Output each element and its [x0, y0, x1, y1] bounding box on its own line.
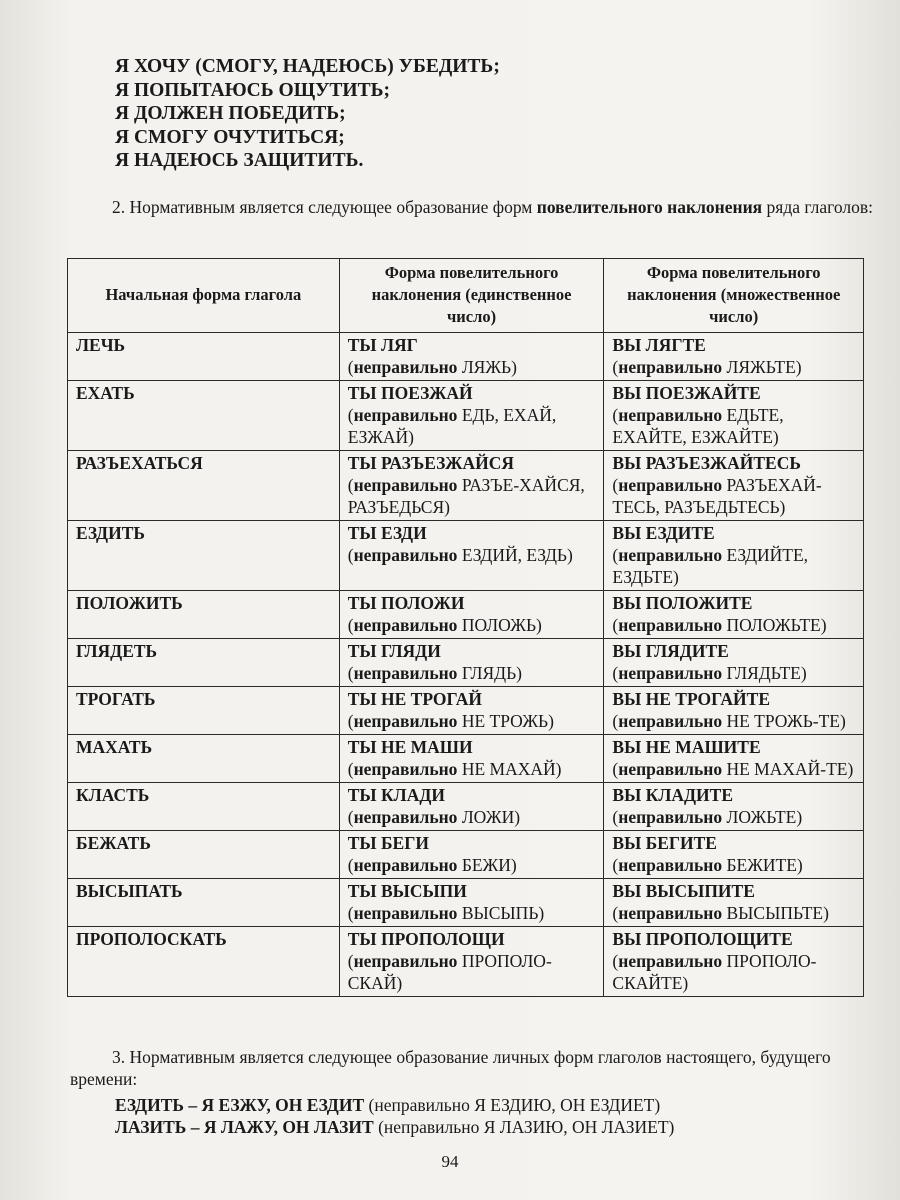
- table-header-row: [68, 259, 864, 333]
- incorrect-form: ЕЗДИЙТЕ, ЕЗДЬТЕ): [612, 545, 809, 587]
- example-correct: ЕЗДИТЬ – Я ЕЗЖУ, ОН ЕЗДИТ: [115, 1095, 365, 1115]
- incorrect-form: ЕДЬТЕ, ЕХАЙТЕ, ЕЗЖАЙТЕ): [612, 405, 784, 447]
- incorrect-label: неправильно: [353, 951, 458, 971]
- plural-cell: [604, 879, 864, 927]
- incorrect-note: (неправильно НЕ МАХАЙ): [347, 759, 562, 779]
- singular-cell: [339, 521, 604, 591]
- incorrect-label: неправильно: [618, 615, 723, 635]
- incorrect-label: неправильно: [353, 615, 458, 635]
- singular-cell: [339, 639, 604, 687]
- phrase-line: Я ДОЛЖЕН ПОБЕДИТЬ;: [115, 103, 346, 124]
- plural-cell: [604, 333, 864, 381]
- correct-form: ТЫ ПОЛОЖИ: [347, 593, 465, 613]
- table-row: [68, 879, 864, 927]
- table-row: [68, 783, 864, 831]
- plural-cell: [604, 783, 864, 831]
- plural-cell: [604, 451, 864, 521]
- incorrect-form: ПОЛОЖЬТЕ): [726, 615, 827, 635]
- correct-form: ВЫ НЕ МАШИТЕ: [612, 737, 761, 757]
- infinitive-cell: ЛЕЧЬ: [68, 333, 340, 381]
- incorrect-label: неправильно: [618, 807, 723, 827]
- plural-cell: [604, 927, 864, 997]
- imperative-forms-table: [67, 258, 864, 997]
- incorrect-form: ПОЛОЖЬ): [461, 615, 542, 635]
- infinitive-cell: ЕЗДИТЬ: [68, 521, 340, 591]
- incorrect-form: ЕДЬ, ЕХАЙ, ЕЗЖАЙ): [347, 405, 557, 447]
- incorrect-form: ЕЗДИЙ, ЕЗДЬ): [461, 545, 573, 565]
- incorrect-label: неправильно: [618, 711, 723, 731]
- incorrect-note: (неправильно ЕЗДИЙ, ЕЗДЬ): [347, 545, 573, 565]
- incorrect-note: (неправильно ЛОЖИ): [347, 807, 521, 827]
- incorrect-label: неправильно: [618, 357, 723, 377]
- singular-cell: [339, 735, 604, 783]
- incorrect-note: (неправильно НЕ ТРОЖЬ-ТЕ): [612, 711, 846, 731]
- correct-form: ТЫ ЛЯГ: [347, 335, 418, 355]
- paragraph-text: ряда глаголов:: [762, 197, 874, 217]
- correct-form: ТЫ НЕ ТРОГАЙ: [347, 689, 482, 709]
- correct-form: ТЫ РАЗЪЕЗЖАЙСЯ: [347, 453, 514, 473]
- plural-cell: [604, 831, 864, 879]
- singular-cell: [339, 333, 604, 381]
- table-row: [68, 687, 864, 735]
- incorrect-form: ЛЯЖЬТЕ): [726, 357, 802, 377]
- incorrect-form: ЛОЖЬТЕ): [726, 807, 803, 827]
- incorrect-note: (неправильно ВЫСЫПЬ): [347, 903, 545, 923]
- incorrect-note: (неправильно ЕДЬ, ЕХАЙ, ЕЗЖАЙ): [347, 405, 557, 447]
- correct-form: ВЫ ЕЗДИТЕ: [612, 523, 715, 543]
- incorrect-label: неправильно: [618, 759, 723, 779]
- incorrect-note: (неправильно ПОЛОЖЬ): [347, 615, 542, 635]
- table-row: [68, 735, 864, 783]
- infinitive-cell: БЕЖАТЬ: [68, 831, 340, 879]
- incorrect-form: БЕЖИ): [461, 855, 517, 875]
- plural-cell: [604, 381, 864, 451]
- correct-form: ВЫ ВЫСЫПИТЕ: [612, 881, 755, 901]
- correct-form: ТЫ ЕЗДИ: [347, 523, 427, 543]
- example-phrases: [115, 55, 615, 173]
- incorrect-note: (неправильно РАЗЪЕ-ХАЙСЯ, РАЗЪЕДЬСЯ): [347, 475, 585, 517]
- incorrect-label: неправильно: [353, 663, 458, 683]
- table-row: [68, 381, 864, 451]
- example-correct: ЛАЗИТЬ – Я ЛАЖУ, ОН ЛАЗИТ: [115, 1117, 374, 1137]
- infinitive-cell: ГЛЯДЕТЬ: [68, 639, 340, 687]
- incorrect-note: (неправильно ЕЗДИЙТЕ, ЕЗДЬТЕ): [612, 545, 809, 587]
- incorrect-label: неправильно: [618, 903, 723, 923]
- incorrect-note: (неправильно ЛЯЖЬ): [347, 357, 517, 377]
- correct-form: ТЫ ГЛЯДИ: [347, 641, 441, 661]
- incorrect-label: неправильно: [618, 475, 723, 495]
- phrase-line: Я СМОГУ ОЧУТИТЬСЯ;: [115, 126, 345, 148]
- incorrect-note: (неправильно ЛОЖЬТЕ): [612, 807, 803, 827]
- incorrect-label: неправильно: [618, 855, 723, 875]
- correct-form: ВЫ РАЗЪЕЗЖАЙТЕСЬ: [612, 453, 801, 473]
- incorrect-form: ПРОПОЛО-СКАЙ): [347, 951, 552, 993]
- correct-form: ТЫ ПОЕЗЖАЙ: [347, 383, 473, 403]
- infinitive-cell: ПОЛОЖИТЬ: [68, 591, 340, 639]
- table-row: [68, 333, 864, 381]
- correct-form: ВЫ ПОЛОЖИТЕ: [612, 593, 753, 613]
- incorrect-form: ПРОПОЛО-СКАЙТЕ): [612, 951, 817, 993]
- incorrect-form: БЕЖИТЕ): [726, 855, 803, 875]
- correct-form: ТЫ НЕ МАШИ: [347, 737, 473, 757]
- incorrect-note: (неправильно ГЛЯДЬ): [347, 663, 522, 683]
- singular-cell: [339, 381, 604, 451]
- header-infinitive: Начальная форма глагола: [68, 259, 340, 333]
- singular-cell: [339, 831, 604, 879]
- incorrect-label: неправильно: [618, 405, 723, 425]
- incorrect-note: (неправильно ЛЯЖЬТЕ): [612, 357, 802, 377]
- incorrect-form: ЛОЖИ): [461, 807, 521, 827]
- singular-cell: [339, 879, 604, 927]
- example-incorrect: (неправильно Я ЕЗДИЮ, ОН ЕЗДИЕТ): [364, 1095, 661, 1115]
- incorrect-note: (неправильно БЕЖИ): [347, 855, 517, 875]
- infinitive-cell: МАХАТЬ: [68, 735, 340, 783]
- table-row: [68, 927, 864, 997]
- incorrect-form: НЕ МАХАЙ-ТЕ): [726, 759, 854, 779]
- correct-form: ВЫ ПРОПОЛОЩИТЕ: [612, 929, 793, 949]
- incorrect-label: неправильно: [353, 903, 458, 923]
- table-row: [68, 831, 864, 879]
- incorrect-form: ГЛЯДЬ): [461, 663, 522, 683]
- correct-form: ВЫ ПОЕЗЖАЙТЕ: [612, 383, 761, 403]
- incorrect-label: неправильно: [353, 545, 458, 565]
- correct-form: ВЫ НЕ ТРОГАЙТЕ: [612, 689, 770, 709]
- correct-form: ТЫ БЕГИ: [347, 833, 429, 853]
- paragraph-bold-term: повелительного наклонения: [536, 197, 763, 217]
- incorrect-label: неправильно: [618, 663, 723, 683]
- infinitive-cell: ВЫСЫПАТЬ: [68, 879, 340, 927]
- incorrect-note: (неправильно ПРОПОЛО-СКАЙТЕ): [612, 951, 817, 993]
- singular-cell: [339, 591, 604, 639]
- table-row: [68, 639, 864, 687]
- paragraph-personal-forms: 3. Нормативным является следующее образование личных форм глаголов настоящего, будущего времени:: [70, 1047, 831, 1089]
- incorrect-form: НЕ ТРОЖЬ): [461, 711, 554, 731]
- phrase-line: Я ПОПЫТАЮСЬ ОЩУТИТЬ;: [115, 79, 390, 101]
- plural-cell: [604, 591, 864, 639]
- singular-cell: [339, 927, 604, 997]
- table-row: [68, 451, 864, 521]
- incorrect-label: неправильно: [618, 951, 723, 971]
- incorrect-label: неправильно: [353, 405, 458, 425]
- incorrect-note: (неправильно БЕЖИТЕ): [612, 855, 803, 875]
- infinitive-cell: РАЗЪЕХАТЬСЯ: [68, 451, 340, 521]
- incorrect-form: ВЫСЫПЬТЕ): [726, 903, 829, 923]
- incorrect-label: неправильно: [618, 545, 723, 565]
- phrase-line: Я НАДЕЮСЬ ЗАЩИТИТЬ.: [115, 150, 364, 171]
- incorrect-form: НЕ ТРОЖЬ-ТЕ): [726, 711, 846, 731]
- example-line: [115, 1094, 875, 1116]
- example-line: [115, 1116, 875, 1138]
- incorrect-note: (неправильно ПРОПОЛО-СКАЙ): [347, 951, 552, 993]
- singular-cell: [339, 687, 604, 735]
- plural-cell: [604, 687, 864, 735]
- incorrect-form: ГЛЯДЬТЕ): [726, 663, 807, 683]
- incorrect-note: (неправильно НЕ ТРОЖЬ): [347, 711, 554, 731]
- incorrect-label: неправильно: [353, 759, 458, 779]
- correct-form: ТЫ КЛАДИ: [347, 785, 445, 805]
- table-row: [68, 521, 864, 591]
- incorrect-label: неправильно: [353, 357, 458, 377]
- incorrect-label: неправильно: [353, 855, 458, 875]
- correct-form: ТЫ ВЫСЫПИ: [347, 881, 467, 901]
- plural-cell: [604, 639, 864, 687]
- singular-cell: [339, 783, 604, 831]
- paragraph-imperative: [70, 196, 890, 218]
- infinitive-cell: ПРОПОЛОСКАТЬ: [68, 927, 340, 997]
- infinitive-cell: ЕХАТЬ: [68, 381, 340, 451]
- correct-form: ВЫ КЛАДИТЕ: [612, 785, 734, 805]
- incorrect-label: неправильно: [353, 711, 458, 731]
- incorrect-form: НЕ МАХАЙ): [461, 759, 562, 779]
- infinitive-cell: ТРОГАТЬ: [68, 687, 340, 735]
- incorrect-note: (неправильно ПОЛОЖЬТЕ): [612, 615, 827, 635]
- table-row: [68, 591, 864, 639]
- singular-cell: [339, 451, 604, 521]
- incorrect-label: неправильно: [353, 475, 458, 495]
- plural-cell: [604, 521, 864, 591]
- incorrect-note: (неправильно ГЛЯДЬТЕ): [612, 663, 807, 683]
- incorrect-note: (неправильно ВЫСЫПЬТЕ): [612, 903, 829, 923]
- infinitive-cell: КЛАСТЬ: [68, 783, 340, 831]
- phrase-line: Я ХОЧУ (СМОГУ, НАДЕЮСЬ) УБЕДИТЬ;: [115, 56, 500, 77]
- correct-form: ТЫ ПРОПОЛОЩИ: [347, 929, 505, 949]
- example-incorrect: (неправильно Я ЛАЗИЮ, ОН ЛАЗИЕТ): [373, 1117, 675, 1137]
- header-plural: Форма повелительного наклонения (множественное число): [604, 259, 864, 333]
- incorrect-note: (неправильно РАЗЪЕХАЙ-ТЕСЬ, РАЗЪЕДЬТЕСЬ): [612, 475, 822, 517]
- header-singular: Форма повелительного наклонения (единственное число): [339, 259, 604, 333]
- correct-form: ВЫ БЕГИТЕ: [612, 833, 717, 853]
- incorrect-label: неправильно: [353, 807, 458, 827]
- incorrect-form: РАЗЪЕХАЙ-ТЕСЬ, РАЗЪЕДЬТЕСЬ): [612, 475, 822, 517]
- plural-cell: [604, 735, 864, 783]
- paragraph-text: 2. Нормативным является следующее образование форм: [112, 197, 537, 217]
- table-body: [68, 333, 864, 997]
- incorrect-note: (неправильно НЕ МАХАЙ-ТЕ): [612, 759, 854, 779]
- incorrect-form: РАЗЪЕ-ХАЙСЯ, РАЗЪЕДЬСЯ): [347, 475, 585, 517]
- correct-form: ВЫ ГЛЯДИТЕ: [612, 641, 729, 661]
- incorrect-form: ЛЯЖЬ): [461, 357, 517, 377]
- incorrect-note: (неправильно ЕДЬТЕ, ЕХАЙТЕ, ЕЗЖАЙТЕ): [612, 405, 784, 447]
- incorrect-form: ВЫСЫПЬ): [461, 903, 545, 923]
- page-number: 94: [441, 1152, 459, 1171]
- correct-form: ВЫ ЛЯГТЕ: [612, 335, 706, 355]
